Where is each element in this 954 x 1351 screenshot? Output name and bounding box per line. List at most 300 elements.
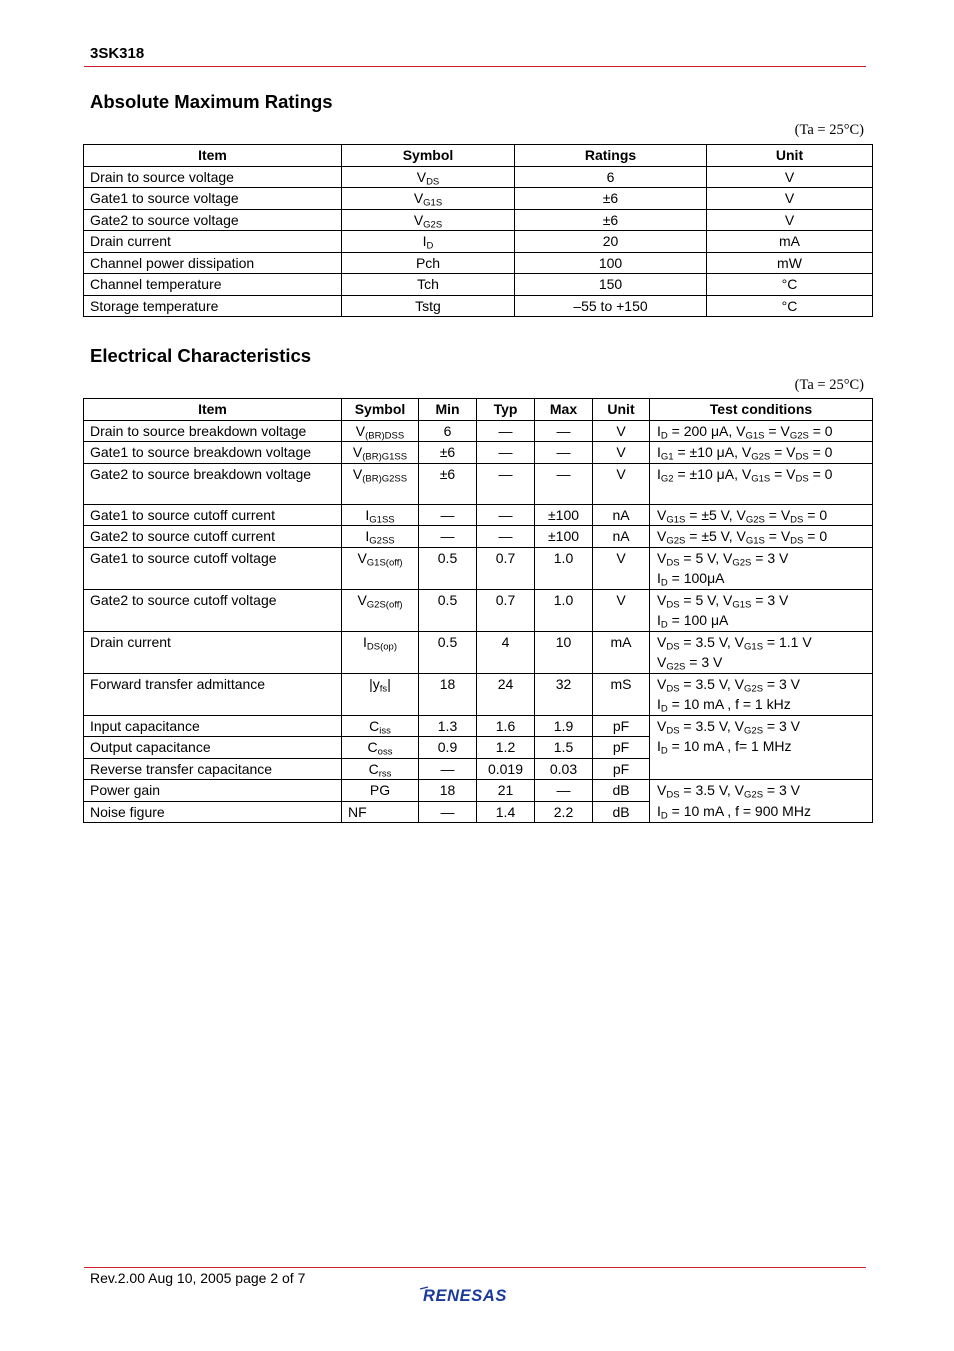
test-condition-line xyxy=(657,548,866,569)
ec-condition: (Ta = 25°C) xyxy=(794,377,864,393)
condition-text: = ±10 μA, V xyxy=(673,465,752,482)
table-row xyxy=(84,166,873,188)
min-cell: 6 xyxy=(419,420,477,442)
test-condition-line xyxy=(657,464,866,485)
symbol-text: V xyxy=(416,168,427,185)
symbol-text: I xyxy=(365,528,370,544)
min-cell: — xyxy=(419,504,477,526)
item-cell: Channel temperature xyxy=(84,274,342,296)
symbol-cell xyxy=(342,547,419,589)
ratings-cell: ±6 xyxy=(515,188,707,210)
condition-text: = 5 V, V xyxy=(679,591,733,608)
condition-subscript: DS xyxy=(790,535,804,547)
symbol-cell xyxy=(342,442,419,464)
symbol-cell xyxy=(342,673,419,715)
item-cell: Output capacitance xyxy=(84,737,342,759)
condition-subscript: G2S xyxy=(745,514,765,525)
footer-rule xyxy=(84,1267,866,1268)
condition-text: = ±5 V, V xyxy=(685,506,746,523)
symbol-cell xyxy=(342,758,419,780)
unit-cell: mS xyxy=(593,673,650,715)
symbol-text: NF xyxy=(348,803,367,820)
condition-text: = 3 V xyxy=(751,591,789,608)
unit-cell: pF xyxy=(593,715,650,737)
test-conditions-cell xyxy=(650,526,873,548)
condition-subscript: DS xyxy=(666,557,680,568)
symbol-cell xyxy=(342,737,419,759)
condition-text: = 10 mA , f = 900 MHz xyxy=(667,802,811,819)
symbol-text: C xyxy=(369,717,380,734)
typ-cell: 24 xyxy=(477,673,535,715)
symbol-subscript: DS(op) xyxy=(366,641,397,652)
unit-cell: mA xyxy=(593,631,650,673)
symbol-text: Pch xyxy=(415,254,441,271)
max-cell: ±100 xyxy=(535,504,593,526)
condition-text: I xyxy=(657,465,661,482)
col-header-min: Min xyxy=(419,399,477,421)
condition-subscript: DS xyxy=(795,473,809,484)
ratings-cell: –55 to +150 xyxy=(515,295,707,317)
ratings-cell: 20 xyxy=(515,231,707,253)
max-cell: 0.03 xyxy=(535,758,593,780)
table-row xyxy=(84,420,873,442)
unit-cell: pF xyxy=(593,758,650,780)
unit-cell: dB xyxy=(593,801,650,823)
condition-text: I xyxy=(657,802,661,819)
symbol-text: I xyxy=(422,233,427,249)
test-conditions-cell xyxy=(650,420,873,442)
test-conditions-cell xyxy=(650,504,873,526)
symbol-cell xyxy=(342,780,419,802)
condition-text: V xyxy=(657,549,667,566)
test-conditions-cell xyxy=(650,547,873,589)
symbol-text: I xyxy=(363,633,367,650)
typ-cell: 1.6 xyxy=(477,715,535,737)
condition-text: V xyxy=(657,506,667,523)
item-cell: Power gain xyxy=(84,780,342,802)
condition-subscript: G2S xyxy=(744,683,764,694)
typ-cell: 1.2 xyxy=(477,737,535,759)
col-header-max: Max xyxy=(535,399,593,421)
test-condition-line xyxy=(657,526,866,547)
symbol-cell xyxy=(342,209,515,231)
symbol-subscript: (BR)DSS xyxy=(365,430,405,441)
absolute-maximum-ratings-table xyxy=(83,144,873,317)
ratings-cell: 6 xyxy=(515,166,707,188)
test-condition-line xyxy=(657,780,866,801)
symbol-subscript: G2S xyxy=(423,219,443,230)
symbol-cell xyxy=(342,274,515,296)
test-conditions-cell xyxy=(650,589,873,631)
test-conditions-cell xyxy=(650,673,873,715)
condition-text: V xyxy=(657,782,667,798)
ratings-cell: 150 xyxy=(515,274,707,296)
unit-cell: nA xyxy=(593,504,650,526)
typ-cell: — xyxy=(477,526,535,548)
symbol-subscript: oss xyxy=(377,746,393,758)
symbol-cell xyxy=(342,166,515,188)
test-condition-line xyxy=(657,736,866,757)
condition-subscript: G2S xyxy=(751,451,771,463)
condition-text: = 0 xyxy=(808,422,833,439)
symbol-subscript: G1S(off) xyxy=(366,557,403,568)
col-header-symbol: Symbol xyxy=(342,399,419,421)
table-row xyxy=(84,274,873,296)
condition-text: V xyxy=(657,633,667,650)
symbol-cell xyxy=(342,504,419,526)
col-header-item: Item xyxy=(84,399,342,421)
condition-subscript: DS xyxy=(666,599,680,610)
table-row xyxy=(84,442,873,464)
condition-text: I xyxy=(657,696,661,712)
test-condition-line xyxy=(657,421,866,442)
test-condition-line xyxy=(657,610,866,631)
symbol-text: V xyxy=(413,211,424,228)
unit-cell: pF xyxy=(593,737,650,759)
max-cell: 1.0 xyxy=(535,589,593,631)
item-cell: Gate1 to source voltage xyxy=(84,188,342,210)
col-header-typ: Typ xyxy=(477,399,535,421)
symbol-text: V xyxy=(357,549,367,566)
unit-cell: V xyxy=(593,463,650,504)
condition-text: = 100μA xyxy=(667,570,725,586)
condition-subscript: G2S xyxy=(666,535,686,547)
max-cell: 1.5 xyxy=(535,737,593,759)
condition-subscript: G1S xyxy=(745,535,765,547)
typ-cell: 0.7 xyxy=(477,589,535,631)
test-conditions-cell xyxy=(650,715,873,780)
col-header-test-conditions: Test conditions xyxy=(650,399,873,421)
condition-text: = 10 mA , f= 1 MHz xyxy=(667,738,792,754)
table-row xyxy=(84,526,873,548)
symbol-cell xyxy=(342,252,515,274)
condition-text: I xyxy=(657,422,661,439)
unit-cell: nA xyxy=(593,526,650,548)
symbol-text: V xyxy=(355,422,366,439)
item-cell: Drain current xyxy=(84,631,342,673)
condition-subscript: D xyxy=(660,430,668,441)
test-condition-line xyxy=(657,652,866,673)
condition-subscript: G1S xyxy=(666,514,686,525)
condition-text: = 3 V xyxy=(763,717,801,734)
symbol-text: |y xyxy=(369,675,380,692)
min-cell: 0.9 xyxy=(419,737,477,759)
condition-text: I xyxy=(657,444,661,460)
max-cell: — xyxy=(535,442,593,464)
col-header-unit: Unit xyxy=(707,145,873,167)
condition-subscript: G1S xyxy=(751,473,771,484)
test-conditions-cell xyxy=(650,442,873,464)
condition-text: V xyxy=(657,717,667,734)
table-header-row xyxy=(84,399,873,421)
condition-subscript: DS xyxy=(666,789,680,801)
ec-title: Electrical Characteristics xyxy=(90,345,312,366)
item-cell: Gate2 to source breakdown voltage xyxy=(84,463,342,504)
symbol-cell xyxy=(342,295,515,317)
condition-text: V xyxy=(657,528,667,544)
symbol-subscript: DS xyxy=(426,176,440,187)
condition-text: = 10 mA , f = 1 kHz xyxy=(667,696,791,712)
unit-cell: V xyxy=(593,589,650,631)
item-cell: Storage temperature xyxy=(84,295,342,317)
test-condition-line xyxy=(657,442,866,463)
condition-text: I xyxy=(657,738,661,754)
condition-subscript: G1S xyxy=(744,641,764,652)
header-rule xyxy=(84,66,866,67)
condition-text: = V xyxy=(770,444,796,460)
item-cell: Input capacitance xyxy=(84,715,342,737)
condition-text: = 200 μA, V xyxy=(667,422,746,439)
typ-cell: 0.7 xyxy=(477,547,535,589)
condition-text: = 1.1 V xyxy=(763,633,812,650)
symbol-subscript: G2SS xyxy=(369,535,395,547)
table-row xyxy=(84,209,873,231)
typ-cell: — xyxy=(477,420,535,442)
unit-cell: V xyxy=(707,166,873,188)
symbol-subscript: (BR)G1SS xyxy=(362,451,408,463)
min-cell: 0.5 xyxy=(419,589,477,631)
item-cell: Channel power dissipation xyxy=(84,252,342,274)
condition-text: = 3.5 V, V xyxy=(679,633,745,650)
unit-cell: V xyxy=(593,420,650,442)
renesas-logo-text: RENESAS xyxy=(423,1287,507,1305)
condition-text: = V xyxy=(764,506,791,523)
item-cell: Gate2 to source voltage xyxy=(84,209,342,231)
condition-text: = 3 V xyxy=(685,654,723,670)
table-row xyxy=(84,547,873,589)
min-cell: — xyxy=(419,526,477,548)
table-row xyxy=(84,504,873,526)
condition-text: V xyxy=(657,675,667,692)
condition-text: = 3 V xyxy=(751,549,789,566)
symbol-text: C xyxy=(367,739,378,755)
unit-cell: V xyxy=(593,442,650,464)
min-cell: 18 xyxy=(419,673,477,715)
item-cell: Drain current xyxy=(84,231,342,253)
condition-subscript: DS xyxy=(666,683,680,694)
min-cell: ±6 xyxy=(419,442,477,464)
max-cell: 1.9 xyxy=(535,715,593,737)
symbol-cell xyxy=(342,801,419,823)
typ-cell: 4 xyxy=(477,631,535,673)
table-row xyxy=(84,252,873,274)
condition-text: = 0 xyxy=(803,528,828,544)
typ-cell: — xyxy=(477,442,535,464)
test-condition-line xyxy=(657,674,866,695)
test-conditions-cell xyxy=(650,780,873,823)
condition-text: = 100 μA xyxy=(667,612,729,628)
max-cell: — xyxy=(535,780,593,802)
col-header-ratings: Ratings xyxy=(515,145,707,167)
symbol-subscript: G1S xyxy=(423,197,443,209)
condition-text: = ±10 μA, V xyxy=(673,444,752,460)
min-cell: 0.5 xyxy=(419,547,477,589)
test-condition-line xyxy=(657,801,866,822)
condition-text: = 3.5 V, V xyxy=(679,717,745,734)
condition-text: = 5 V, V xyxy=(679,549,733,566)
condition-subscript: G1S xyxy=(732,599,752,610)
symbol-text: V xyxy=(352,444,363,460)
item-cell: Drain to source breakdown voltage xyxy=(84,420,342,442)
item-cell: Gate2 to source cutoff current xyxy=(84,526,342,548)
condition-subscript: G2S xyxy=(666,661,686,673)
symbol-cell xyxy=(342,526,419,548)
unit-cell: mW xyxy=(707,252,873,274)
condition-subscript: D xyxy=(660,810,668,821)
condition-text: = V xyxy=(764,528,791,544)
test-condition-line xyxy=(657,568,866,589)
condition-subscript: G2S xyxy=(789,430,809,441)
test-condition-line xyxy=(657,505,866,526)
max-cell: 32 xyxy=(535,673,593,715)
min-cell: 18 xyxy=(419,780,477,802)
symbol-text: Tch xyxy=(417,276,439,292)
unit-cell: °C xyxy=(707,295,873,317)
typ-cell: — xyxy=(477,463,535,504)
condition-text: = 3 V xyxy=(763,675,801,692)
part-number: 3SK318 xyxy=(90,45,145,62)
condition-subscript: G2S xyxy=(744,725,764,736)
item-cell: Forward transfer admittance xyxy=(84,673,342,715)
condition-text: = 3.5 V, V xyxy=(679,675,745,692)
condition-text: I xyxy=(657,612,661,628)
item-cell: Reverse transfer capacitance xyxy=(84,758,342,780)
min-cell: — xyxy=(419,801,477,823)
condition-subscript: D xyxy=(660,577,668,589)
unit-cell: V xyxy=(707,188,873,210)
symbol-text: I xyxy=(365,506,370,523)
condition-text: = V xyxy=(764,422,790,439)
condition-subscript: DS xyxy=(795,451,809,463)
symbol-subscript: (BR)G2SS xyxy=(362,473,408,484)
condition-subscript: G1S xyxy=(745,430,765,441)
condition-subscript: G2S xyxy=(744,789,764,801)
condition-subscript: G1 xyxy=(660,451,674,463)
symbol-text: V xyxy=(352,465,363,482)
test-conditions-cell xyxy=(650,631,873,673)
condition-subscript: G2 xyxy=(660,473,674,484)
test-condition-line xyxy=(657,716,866,737)
symbol-text: C xyxy=(368,760,379,777)
condition-subscript: DS xyxy=(666,641,680,652)
condition-text: = ±5 V, V xyxy=(685,528,746,544)
symbol-text: Tstg xyxy=(415,297,441,314)
unit-cell: dB xyxy=(593,780,650,802)
col-header-item: Item xyxy=(84,145,342,167)
symbol-cell xyxy=(342,231,515,253)
unit-cell: V xyxy=(593,547,650,589)
unit-cell: mA xyxy=(707,231,873,253)
item-cell: Gate1 to source breakdown voltage xyxy=(84,442,342,464)
item-cell: Noise figure xyxy=(84,801,342,823)
table-row xyxy=(84,715,873,737)
table-row xyxy=(84,188,873,210)
condition-text: = 0 xyxy=(803,506,828,523)
condition-text: V xyxy=(657,654,667,670)
symbol-subscript: G2S(off) xyxy=(366,599,403,610)
min-cell: — xyxy=(419,758,477,780)
condition-text: = 3 V xyxy=(763,782,801,798)
condition-text: V xyxy=(657,591,667,608)
symbol-cell xyxy=(342,463,419,504)
condition-text: = 0 xyxy=(808,465,833,482)
max-cell: ±100 xyxy=(535,526,593,548)
ratings-cell: ±6 xyxy=(515,209,707,231)
condition-subscript: D xyxy=(660,619,668,631)
test-condition-line xyxy=(657,590,866,611)
symbol-cell xyxy=(342,589,419,631)
unit-cell: V xyxy=(707,209,873,231)
condition-subscript: G2S xyxy=(732,557,752,568)
condition-subscript: D xyxy=(660,703,668,715)
condition-subscript: D xyxy=(660,745,668,757)
symbol-subscript: rss xyxy=(378,768,392,779)
symbol-subscript: G1SS xyxy=(369,514,395,525)
condition-subscript: DS xyxy=(666,725,680,736)
table-row xyxy=(84,589,873,631)
col-header-unit: Unit xyxy=(593,399,650,421)
min-cell: 1.3 xyxy=(419,715,477,737)
item-cell: Gate1 to source cutoff voltage xyxy=(84,547,342,589)
condition-text: = V xyxy=(770,465,796,482)
ratings-cell: 100 xyxy=(515,252,707,274)
symbol-text: PG xyxy=(369,782,391,798)
item-cell: Drain to source voltage xyxy=(84,166,342,188)
unit-cell: °C xyxy=(707,274,873,296)
table-header-row xyxy=(84,145,873,167)
condition-text: = 0 xyxy=(808,444,833,460)
test-condition-line xyxy=(657,632,866,653)
max-cell: 1.0 xyxy=(535,547,593,589)
test-condition-line xyxy=(657,694,866,715)
symbol-cell xyxy=(342,420,419,442)
typ-cell: 21 xyxy=(477,780,535,802)
col-header-symbol: Symbol xyxy=(342,145,515,167)
symbol-text: V xyxy=(413,190,424,206)
max-cell: 2.2 xyxy=(535,801,593,823)
test-conditions-cell xyxy=(650,463,873,504)
typ-cell: — xyxy=(477,504,535,526)
max-cell: — xyxy=(535,463,593,504)
symbol-cell xyxy=(342,188,515,210)
typ-cell: 1.4 xyxy=(477,801,535,823)
symbol-subscript: fs xyxy=(379,683,388,694)
typ-cell: 0.019 xyxy=(477,758,535,780)
table-row xyxy=(84,631,873,673)
symbol-cell xyxy=(342,631,419,673)
table-row xyxy=(84,463,873,504)
renesas-logo-graphic xyxy=(419,1282,537,1308)
item-cell: Gate2 to source cutoff voltage xyxy=(84,589,342,631)
symbol-cell xyxy=(342,715,419,737)
footer-revision: Rev.2.00 Aug 10, 2005 page 2 of 7 xyxy=(90,1270,306,1286)
table-row xyxy=(84,780,873,802)
min-cell: ±6 xyxy=(419,463,477,504)
symbol-subscript: iss xyxy=(379,725,391,736)
table-row xyxy=(84,295,873,317)
amr-title: Absolute Maximum Ratings xyxy=(90,91,333,112)
renesas-logo xyxy=(419,1282,537,1313)
table-row xyxy=(84,231,873,253)
condition-text: I xyxy=(657,570,661,586)
symbol-subscript: D xyxy=(426,240,434,252)
amr-condition: (Ta = 25°C) xyxy=(794,122,864,138)
min-cell: 0.5 xyxy=(419,631,477,673)
condition-subscript: DS xyxy=(790,514,804,525)
table-row xyxy=(84,673,873,715)
symbol-text: V xyxy=(357,591,367,608)
symbol-suffix: | xyxy=(387,675,391,692)
